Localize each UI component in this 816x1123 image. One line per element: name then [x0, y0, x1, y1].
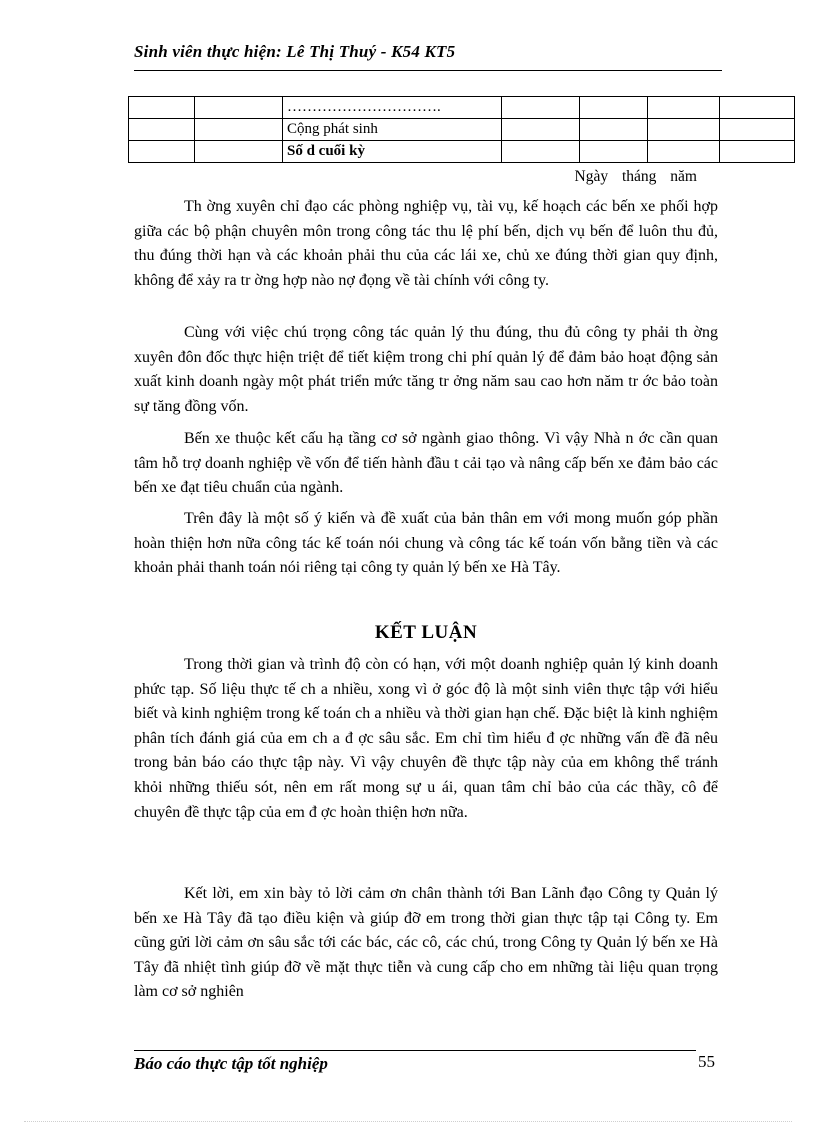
table-cell: [195, 119, 283, 141]
table-cell: Số d cuối kỳ: [283, 141, 502, 163]
table-row: [129, 141, 795, 163]
paragraph: Th ờng xuyên chỉ đạo các phòng nghiệp vụ, tài vụ, kế hoạch các bến xe phối hợp giữa các bộ phận chuyên môn trong công tác thu lệ phí bến, dịch vụ bến để luôn thu đủ, thu đúng thời hạn và các khoản phải thu của các lái xe, chủ xe đúng thời gian quy định, không để xảy ra tr ờng hợp nào nợ đọng về tài chính với công ty.: [134, 198, 718, 289]
page-footer: Báo cáo thực tập tốt nghiệp: [134, 1054, 328, 1073]
page-number: 55: [698, 1052, 715, 1071]
header-divider: [134, 70, 722, 71]
paragraph: Trong thời gian và trình độ còn có hạn, với một doanh nghiệp quản lý kinh doanh phức tạp. Số liệu thực tế ch a nhiều, xong vì ở góc độ là một sinh viên thực tập với hiểu biết và kinh nghiệm trong kế toán ch a nhiều và thời gian hạn chế. Đặc biệt là kinh nghiệm phân tích đánh giá của em ch a đ ợc sâu sắc. Em chỉ tìm hiểu đ ợc những vấn đề đã nêu trong bản báo cáo thực tập này. Vì vậy chuyên đề thực tập này của em không thể tránh khỏi những thiếu sót, nên em rất mong sự u ái, quan tâm chỉ bảo của các thầy, cô để chuyên đề thực tập của em đ ợc hoàn thiện hơn nữa.: [134, 656, 718, 821]
ledger-table: [128, 96, 795, 163]
table-cell: [720, 141, 795, 163]
table-cell: [648, 119, 720, 141]
table-cell: [648, 97, 720, 119]
footer-divider: [134, 1050, 696, 1051]
table-cell: [720, 119, 795, 141]
paragraph: Cùng với việc chú trọng công tác quản lý thu đúng, thu đủ công ty phải th ờng xuyên đôn đốc thực hiện triệt để tiết kiệm trong chi phí quản lý để đảm bảo hoạt động sản xuất kinh doanh ngày một phát triển mức tăng tr ởng năm sau cao hơn năm tr ớc bảo toàn sự tăng đồng vốn.: [134, 324, 718, 415]
table-row: [129, 97, 795, 119]
page-edge-divider: [24, 1121, 792, 1122]
table-cell: [502, 141, 580, 163]
table-cell: Cộng phát sinh: [283, 119, 502, 141]
table-cell: [129, 97, 195, 119]
paragraph: Bến xe thuộc kết cấu hạ tầng cơ sở ngành giao thông. Vì vậy Nhà n ớc cần quan tâm hỗ trợ doanh nghiệp về vốn để tiến hành đầu t cải tạo và nâng cấp bến xe đảm bảo các bến xe đạt tiêu chuẩn của ngành.: [134, 430, 718, 497]
table-cell: [129, 141, 195, 163]
date-line: Ngày tháng năm: [574, 168, 697, 185]
page-header: Sinh viên thực hiện: Lê Thị Thuý - K54 KT5: [134, 42, 456, 61]
table-cell: [720, 97, 795, 119]
table-cell: [195, 97, 283, 119]
table-row: [129, 119, 795, 141]
table-cell: [129, 119, 195, 141]
paragraph: Trên đây là một số ý kiến và đề xuất của bản thân em với mong muốn góp phần hoàn thiện hơn nữa công tác kế toán nói chung và công tác kế toán vốn bằng tiền và các khoản phải thanh toán nói riêng tại công ty quản lý bến xe Hà Tây.: [134, 510, 718, 577]
table-cell: [580, 119, 648, 141]
table-cell: [580, 141, 648, 163]
conclusion-heading: KẾT LUẬN: [374, 622, 478, 643]
table-cell: [502, 119, 580, 141]
table-cell: [580, 97, 648, 119]
table-cell: ………………………….: [283, 97, 502, 119]
table-cell: [648, 141, 720, 163]
paragraph: Kết lời, em xin bày tỏ lời cảm ơn chân thành tới Ban Lãnh đạo Công ty Quản lý bến xe Hà Tây đã tạo điều kiện và giúp đỡ em trong thời gian thực tập tại Công ty. Em cũng gửi lời cảm ơn sâu sắc tới các bác, các cô, các chú, trong Công ty Quản lý bến xe Hà Tây đã nhiệt tình giúp đỡ về mặt thực tiễn và cung cấp cho em những tài liệu quan trọng làm cơ sở nghiên: [134, 885, 718, 1001]
table-cell: [195, 141, 283, 163]
table-cell: [502, 97, 580, 119]
